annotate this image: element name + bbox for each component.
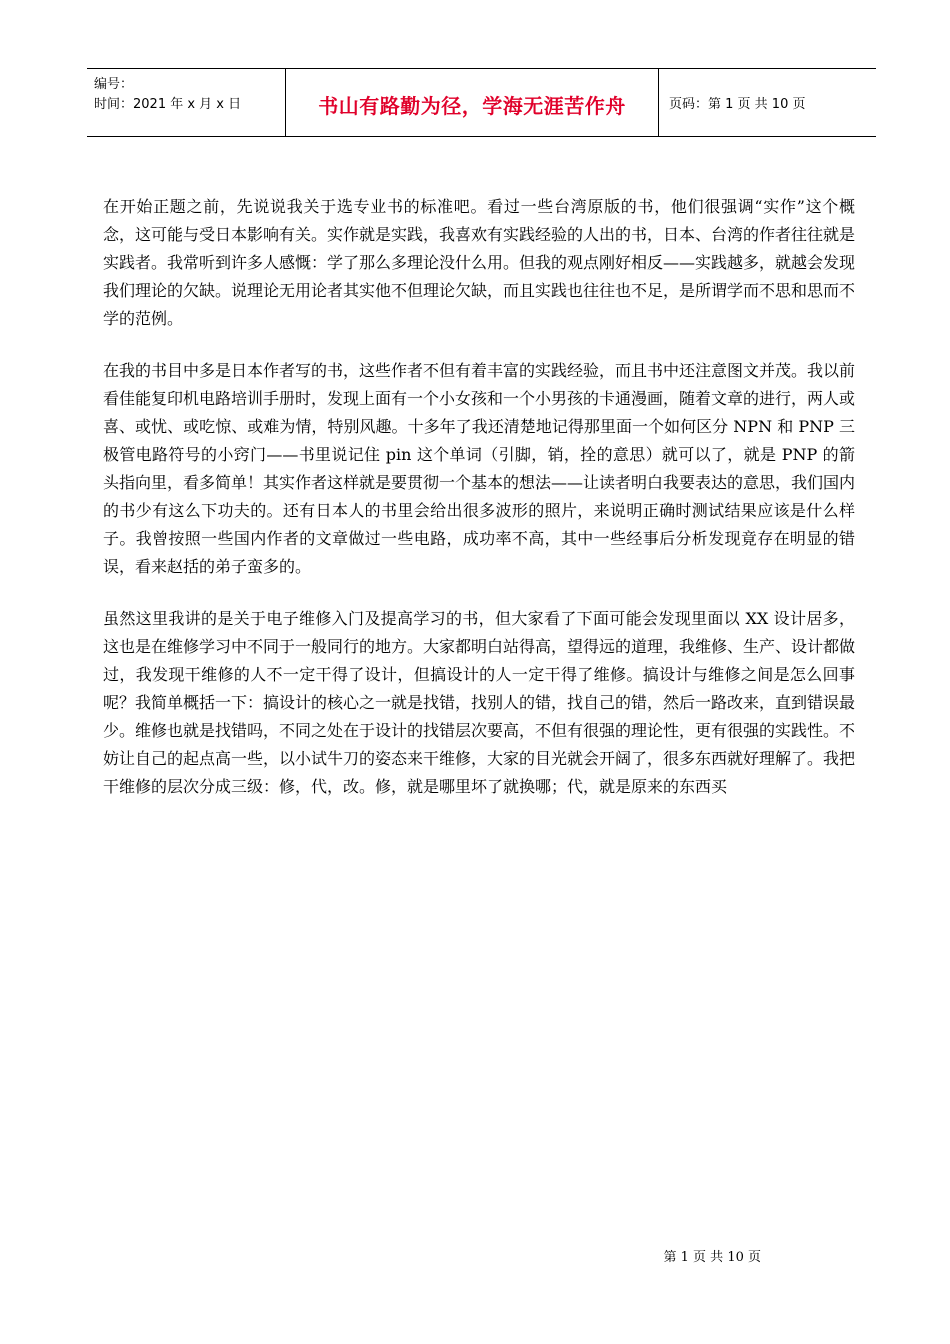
page-header — [87, 68, 876, 137]
header-page-info — [659, 69, 876, 136]
footer-page-number: 第 1 页 共 10 页 — [663, 1250, 761, 1265]
header-motto-cell — [286, 69, 659, 136]
document-date: 时间：2021 年 x 月 x 日 — [94, 97, 242, 112]
paragraph-1: 在开始正题之前，先说说我关于选专业书的标准吧。看过一些台湾原版的书，他们很强调“实作”这个概念，这可能与受日本影响有关。实作就是实践，我喜欢有实践经验的人出的书，日本、台湾的作者往往就是实践者。我常听到许多人感慨：学了那么多理论没什么用。但我的观点刚好相反——实践越多，就越会发现我们理论的欠缺。说理论无用论者其实他不但理论欠缺，而且实践也往往也不足，是所谓学而不思和思而不学的范例。 — [103, 197, 856, 328]
document-body — [103, 193, 855, 825]
page-footer — [0, 1246, 950, 1265]
page-info-text: 页码：第 1 页 共 10 页 — [669, 97, 806, 112]
paragraph-3: 虽然这里我讲的是关于电子维修入门及提高学习的书，但大家看了下面可能会发现里面以 XX 设计居多，这也是在维修学习中不同于一般同行的地方。大家都明白站得高，望得远的道理，我维修、生产、设计都做过，我发现干维修的人不一定干得了设计，但搞设计的人一定干得了维修。搞设计与维修之间是怎么回事呢？我简单概括一下：搞设计的核心之一就是找错，找别人的错，找自己的错，然后一路改来，直到错误最少。维修也就是找错吗，不同之处在于设计的找错层次要高，不但有很强的理论性，更有很强的实践性。不妨让自己的起点高一些，以小试牛刀的姿态来干维修，大家的目光就会开阔了，很多东西就好理解了。我把干维修的层次分成三级：修，代，改。修，就是哪里坏了就换哪；代，就是原来的东西买 — [103, 609, 856, 796]
paragraph-2: 在我的书目中多是日本作者写的书，这些作者不但有着丰富的实践经验，而且书中还注意图文并茂。我以前看佳能复印机电路培训手册时，发现上面有一个小女孩和一个小男孩的卡通漫画，随着文章的进行，两人或喜、或忧、或吃惊、或难为情，特别风趣。十多年了我还清楚地记得那里面一个如何区分 NPN 和 PNP 三极管电路符号的小窍门——书里说记住 pin 这个单词（引脚，销，拴的意思）就可以了，就是 PNP 的箭头指向里，看多简单！其实作者这样就是要贯彻一个基本的想法——让读者明白我要表达的意思，我们国内的书少有这么下功夫的。还有日本人的书里会给出很多波形的照片，来说明正确时测试结果应该是什么样子。我曾按照一些国内作者的文章做过一些电路，成功率不高，其中一些经事后分析发现竟存在明显的错误，看来赵括的弟子蛮多的。 — [103, 361, 856, 576]
document-number-label: 编号： — [94, 77, 134, 92]
motto-text: 书山有路勤为径，学海无涯苦作舟 — [318, 94, 626, 118]
header-meta — [87, 69, 286, 136]
